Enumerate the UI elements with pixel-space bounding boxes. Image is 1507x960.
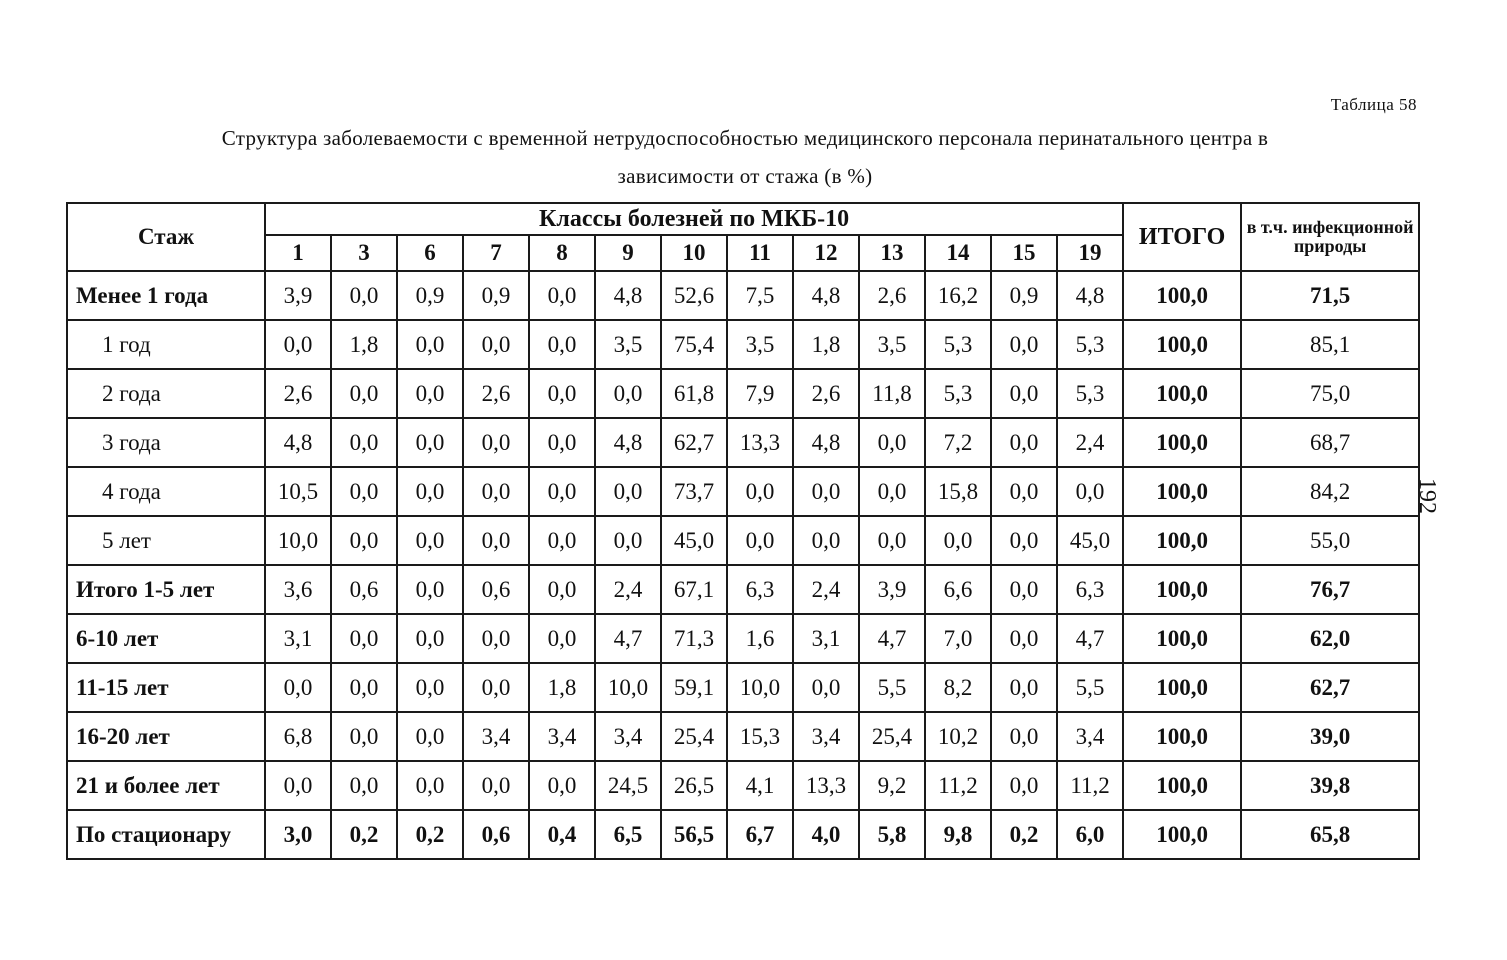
value-cell: 0,0	[463, 320, 529, 369]
value-cell: 3,1	[265, 614, 331, 663]
value-cell: 0,6	[331, 565, 397, 614]
total-cell: 100,0	[1123, 320, 1241, 369]
infectious-cell: 71,5	[1241, 271, 1419, 320]
header-class-code: 15	[991, 235, 1057, 271]
infectious-cell: 75,0	[1241, 369, 1419, 418]
value-cell: 59,1	[661, 663, 727, 712]
row-label: 1 год	[67, 320, 265, 369]
value-cell: 4,8	[793, 418, 859, 467]
table-number-label: Таблица 58	[1330, 95, 1417, 114]
value-cell: 4,0	[793, 810, 859, 859]
row-label: 6-10 лет	[67, 614, 265, 663]
header-class-code: 9	[595, 235, 661, 271]
value-cell: 0,6	[463, 565, 529, 614]
table-row	[67, 418, 1419, 467]
value-cell: 3,5	[727, 320, 793, 369]
value-cell: 13,3	[793, 761, 859, 810]
value-cell: 10,2	[925, 712, 991, 761]
value-cell: 0,0	[397, 663, 463, 712]
value-cell: 3,1	[793, 614, 859, 663]
value-cell: 24,5	[595, 761, 661, 810]
table-row	[67, 516, 1419, 565]
total-cell: 100,0	[1123, 712, 1241, 761]
value-cell: 3,5	[859, 320, 925, 369]
value-cell: 0,0	[529, 761, 595, 810]
value-cell: 0,0	[925, 516, 991, 565]
value-cell: 6,6	[925, 565, 991, 614]
header-class-code: 3	[331, 235, 397, 271]
value-cell: 1,8	[331, 320, 397, 369]
value-cell: 0,0	[595, 369, 661, 418]
value-cell: 3,4	[1057, 712, 1123, 761]
header-class-code: 1	[265, 235, 331, 271]
value-cell: 0,9	[397, 271, 463, 320]
row-label: Итого 1-5 лет	[67, 565, 265, 614]
header-infectious: в т.ч. инфекционной природы	[1241, 203, 1419, 271]
value-cell: 2,6	[859, 271, 925, 320]
value-cell: 0,0	[793, 663, 859, 712]
total-cell: 100,0	[1123, 663, 1241, 712]
infectious-cell: 39,0	[1241, 712, 1419, 761]
value-cell: 0,0	[397, 565, 463, 614]
value-cell: 0,0	[331, 369, 397, 418]
value-cell: 0,0	[463, 418, 529, 467]
value-cell: 0,0	[727, 467, 793, 516]
value-cell: 0,0	[331, 663, 397, 712]
value-cell: 25,4	[661, 712, 727, 761]
value-cell: 71,3	[661, 614, 727, 663]
value-cell: 2,6	[265, 369, 331, 418]
value-cell: 4,7	[859, 614, 925, 663]
infectious-cell: 39,8	[1241, 761, 1419, 810]
value-cell: 67,1	[661, 565, 727, 614]
value-cell: 6,7	[727, 810, 793, 859]
value-cell: 0,0	[529, 614, 595, 663]
value-cell: 0,0	[727, 516, 793, 565]
value-cell: 6,5	[595, 810, 661, 859]
value-cell: 0,9	[463, 271, 529, 320]
value-cell: 9,2	[859, 761, 925, 810]
value-cell: 4,8	[595, 271, 661, 320]
table-body	[67, 271, 1419, 859]
value-cell: 0,0	[595, 516, 661, 565]
value-cell: 0,0	[595, 467, 661, 516]
value-cell: 0,0	[991, 418, 1057, 467]
value-cell: 5,3	[1057, 369, 1123, 418]
value-cell: 0,0	[793, 516, 859, 565]
table-row	[67, 320, 1419, 369]
value-cell: 0,0	[991, 663, 1057, 712]
value-cell: 0,0	[529, 320, 595, 369]
row-label: 4 года	[67, 467, 265, 516]
value-cell: 0,0	[1057, 467, 1123, 516]
value-cell: 0,2	[991, 810, 1057, 859]
total-cell: 100,0	[1123, 418, 1241, 467]
value-cell: 0,0	[991, 565, 1057, 614]
total-cell: 100,0	[1123, 516, 1241, 565]
value-cell: 0,0	[793, 467, 859, 516]
value-cell: 0,9	[991, 271, 1057, 320]
value-cell: 9,8	[925, 810, 991, 859]
header-class-code: 6	[397, 235, 463, 271]
table-row	[67, 712, 1419, 761]
value-cell: 5,5	[859, 663, 925, 712]
value-cell: 0,0	[529, 565, 595, 614]
value-cell: 3,0	[265, 810, 331, 859]
value-cell: 6,3	[1057, 565, 1123, 614]
value-cell: 13,3	[727, 418, 793, 467]
value-cell: 0,0	[265, 320, 331, 369]
value-cell: 0,0	[859, 516, 925, 565]
page-number: 192	[1414, 478, 1440, 514]
value-cell: 45,0	[1057, 516, 1123, 565]
value-cell: 3,6	[265, 565, 331, 614]
value-cell: 0,0	[991, 761, 1057, 810]
row-label: 11-15 лет	[67, 663, 265, 712]
total-cell: 100,0	[1123, 614, 1241, 663]
value-cell: 61,8	[661, 369, 727, 418]
table-row	[67, 467, 1419, 516]
value-cell: 4,8	[595, 418, 661, 467]
value-cell: 0,0	[463, 467, 529, 516]
value-cell: 4,8	[1057, 271, 1123, 320]
table-row	[67, 663, 1419, 712]
infectious-cell: 55,0	[1241, 516, 1419, 565]
infectious-cell: 62,0	[1241, 614, 1419, 663]
total-cell: 100,0	[1123, 761, 1241, 810]
value-cell: 11,2	[925, 761, 991, 810]
header-class-code: 12	[793, 235, 859, 271]
value-cell: 0,0	[397, 320, 463, 369]
row-label: По стационару	[67, 810, 265, 859]
value-cell: 45,0	[661, 516, 727, 565]
value-cell: 1,6	[727, 614, 793, 663]
header-class-code: 7	[463, 235, 529, 271]
value-cell: 2,4	[793, 565, 859, 614]
header-class-code: 19	[1057, 235, 1123, 271]
value-cell: 10,5	[265, 467, 331, 516]
value-cell: 0,0	[397, 516, 463, 565]
total-cell: 100,0	[1123, 369, 1241, 418]
value-cell: 2,4	[1057, 418, 1123, 467]
value-cell: 1,8	[793, 320, 859, 369]
value-cell: 4,1	[727, 761, 793, 810]
infectious-cell: 68,7	[1241, 418, 1419, 467]
value-cell: 0,0	[529, 516, 595, 565]
value-cell: 56,5	[661, 810, 727, 859]
value-cell: 11,8	[859, 369, 925, 418]
header-class-code: 8	[529, 235, 595, 271]
table-row	[67, 271, 1419, 320]
value-cell: 4,8	[793, 271, 859, 320]
value-cell: 0,0	[463, 516, 529, 565]
value-cell: 26,5	[661, 761, 727, 810]
value-cell: 0,0	[331, 516, 397, 565]
value-cell: 0,0	[463, 761, 529, 810]
value-cell: 52,6	[661, 271, 727, 320]
header-class-code: 13	[859, 235, 925, 271]
value-cell: 7,5	[727, 271, 793, 320]
value-cell: 5,5	[1057, 663, 1123, 712]
value-cell: 3,9	[859, 565, 925, 614]
table-caption-line-2: зависимости от стажа (в %)	[617, 164, 873, 188]
header-itogo: ИТОГО	[1123, 203, 1241, 271]
value-cell: 0,0	[859, 418, 925, 467]
table-row	[67, 614, 1419, 663]
row-label: Менее 1 года	[67, 271, 265, 320]
value-cell: 0,0	[991, 614, 1057, 663]
table-row	[67, 565, 1419, 614]
value-cell: 0,0	[397, 369, 463, 418]
value-cell: 0,0	[529, 271, 595, 320]
value-cell: 8,2	[925, 663, 991, 712]
value-cell: 0,0	[331, 761, 397, 810]
value-cell: 0,0	[991, 320, 1057, 369]
total-cell: 100,0	[1123, 271, 1241, 320]
value-cell: 0,0	[397, 614, 463, 663]
value-cell: 7,2	[925, 418, 991, 467]
total-cell: 100,0	[1123, 565, 1241, 614]
value-cell: 3,4	[463, 712, 529, 761]
value-cell: 0,0	[397, 467, 463, 516]
value-cell: 7,9	[727, 369, 793, 418]
infectious-cell: 84,2	[1241, 467, 1419, 516]
value-cell: 73,7	[661, 467, 727, 516]
value-cell: 0,0	[991, 712, 1057, 761]
value-cell: 0,0	[991, 467, 1057, 516]
value-cell: 1,8	[529, 663, 595, 712]
value-cell: 62,7	[661, 418, 727, 467]
value-cell: 5,3	[925, 320, 991, 369]
header-class-code: 11	[727, 235, 793, 271]
value-cell: 0,0	[397, 761, 463, 810]
value-cell: 10,0	[265, 516, 331, 565]
header-class-code: 10	[661, 235, 727, 271]
value-cell: 7,0	[925, 614, 991, 663]
value-cell: 0,0	[463, 663, 529, 712]
value-cell: 0,0	[529, 369, 595, 418]
value-cell: 0,0	[397, 418, 463, 467]
header-stazh: Стаж	[67, 203, 265, 271]
value-cell: 3,4	[529, 712, 595, 761]
value-cell: 0,0	[529, 467, 595, 516]
row-label: 21 и более лет	[67, 761, 265, 810]
value-cell: 5,3	[1057, 320, 1123, 369]
infectious-cell: 85,1	[1241, 320, 1419, 369]
header-class-code: 14	[925, 235, 991, 271]
row-label: 2 года	[67, 369, 265, 418]
value-cell: 3,9	[265, 271, 331, 320]
value-cell: 2,6	[793, 369, 859, 418]
value-cell: 0,0	[331, 614, 397, 663]
value-cell: 2,6	[463, 369, 529, 418]
row-label: 5 лет	[67, 516, 265, 565]
infectious-cell: 76,7	[1241, 565, 1419, 614]
value-cell: 16,2	[925, 271, 991, 320]
total-cell: 100,0	[1123, 467, 1241, 516]
value-cell: 0,6	[463, 810, 529, 859]
morbidity-table	[66, 202, 1420, 860]
table-row	[67, 761, 1419, 810]
value-cell: 4,8	[265, 418, 331, 467]
value-cell: 0,2	[397, 810, 463, 859]
value-cell: 0,0	[463, 614, 529, 663]
value-cell: 75,4	[661, 320, 727, 369]
value-cell: 0,0	[991, 369, 1057, 418]
value-cell: 6,3	[727, 565, 793, 614]
table-caption-line-1: Структура заболеваемости с временной нетрудоспособностью медицинского персонала перинатального центра в	[221, 126, 1269, 150]
value-cell: 11,2	[1057, 761, 1123, 810]
value-cell: 0,4	[529, 810, 595, 859]
value-cell: 0,0	[265, 663, 331, 712]
value-cell: 3,5	[595, 320, 661, 369]
value-cell: 0,0	[529, 418, 595, 467]
header-row-1	[67, 203, 1419, 235]
value-cell: 0,0	[859, 467, 925, 516]
value-cell: 3,4	[595, 712, 661, 761]
table-row	[67, 369, 1419, 418]
value-cell: 25,4	[859, 712, 925, 761]
value-cell: 15,3	[727, 712, 793, 761]
value-cell: 15,8	[925, 467, 991, 516]
header-disease-classes: Классы болезней по МКБ-10	[265, 203, 1123, 235]
value-cell: 5,3	[925, 369, 991, 418]
value-cell: 4,7	[1057, 614, 1123, 663]
total-cell: 100,0	[1123, 810, 1241, 859]
row-label: 3 года	[67, 418, 265, 467]
value-cell: 0,2	[331, 810, 397, 859]
value-cell: 2,4	[595, 565, 661, 614]
value-cell: 10,0	[595, 663, 661, 712]
infectious-cell: 65,8	[1241, 810, 1419, 859]
infectious-cell: 62,7	[1241, 663, 1419, 712]
value-cell: 0,0	[331, 467, 397, 516]
value-cell: 3,4	[793, 712, 859, 761]
value-cell: 0,0	[331, 418, 397, 467]
row-label: 16-20 лет	[67, 712, 265, 761]
value-cell: 0,0	[331, 712, 397, 761]
value-cell: 5,8	[859, 810, 925, 859]
value-cell: 6,8	[265, 712, 331, 761]
value-cell: 10,0	[727, 663, 793, 712]
value-cell: 0,0	[331, 271, 397, 320]
value-cell: 0,0	[265, 761, 331, 810]
table-row	[67, 810, 1419, 859]
value-cell: 0,0	[397, 712, 463, 761]
value-cell: 4,7	[595, 614, 661, 663]
value-cell: 6,0	[1057, 810, 1123, 859]
value-cell: 0,0	[991, 516, 1057, 565]
